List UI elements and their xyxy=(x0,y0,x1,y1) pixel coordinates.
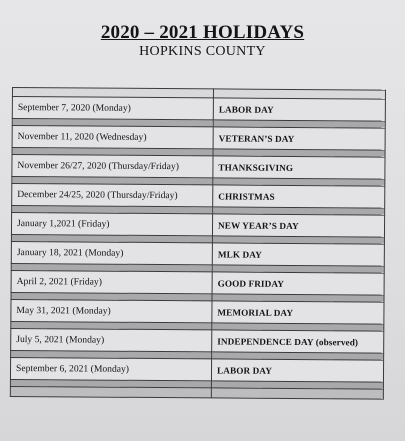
table-cell xyxy=(10,386,211,397)
holiday-name: LABOR DAY xyxy=(211,359,383,382)
table-cell xyxy=(211,388,383,399)
holiday-name: MLK DAY xyxy=(212,243,384,266)
holiday-name: NEW YEAR’S DAY xyxy=(212,214,384,237)
holiday-row xyxy=(12,97,385,122)
holiday-name: LABOR DAY xyxy=(213,98,385,121)
holiday-date: September 6, 2021 (Monday) xyxy=(10,357,211,380)
holiday-date: November 26/27, 2020 (Thursday/Friday) xyxy=(12,155,213,178)
table-spacer-row xyxy=(10,386,383,399)
holiday-row xyxy=(11,241,384,266)
holiday-row xyxy=(11,270,384,295)
page-subtitle: HOPKINS COUNTY xyxy=(139,44,266,59)
holiday-row xyxy=(11,328,384,353)
holiday-row xyxy=(12,155,385,180)
holiday-table-body xyxy=(10,88,385,400)
holiday-date: January 1,2021 (Friday) xyxy=(11,213,212,236)
holiday-date: May 31, 2021 (Monday) xyxy=(11,299,212,322)
holiday-date: April 2, 2021 (Friday) xyxy=(11,270,212,293)
holiday-name: INDEPENDENCE DAY (observed) xyxy=(212,330,384,353)
holiday-date: September 7, 2020 (Monday) xyxy=(12,97,213,120)
holiday-row xyxy=(10,357,383,382)
holiday-date: December 24/25, 2020 (Thursday/Friday) xyxy=(12,184,213,207)
holiday-name: MEMORIAL DAY xyxy=(212,301,384,324)
holiday-name: GOOD FRIDAY xyxy=(212,272,384,295)
holiday-name: VETERAN’S DAY xyxy=(213,127,385,150)
holiday-row xyxy=(12,184,385,209)
holiday-date: November 11, 2020 (Wednesday) xyxy=(12,126,213,149)
holiday-date: July 5, 2021 (Monday) xyxy=(11,328,212,351)
holiday-row xyxy=(12,126,385,151)
holiday-name: CHRISTMAS xyxy=(213,185,385,208)
holiday-row xyxy=(11,213,384,238)
holiday-date: January 18, 2021 (Monday) xyxy=(11,241,212,264)
page-title: 2020 – 2021 HOLIDAYS xyxy=(100,22,305,43)
holiday-table xyxy=(10,87,386,400)
holiday-row xyxy=(11,299,384,324)
holiday-name: THANKSGIVING xyxy=(213,156,385,179)
